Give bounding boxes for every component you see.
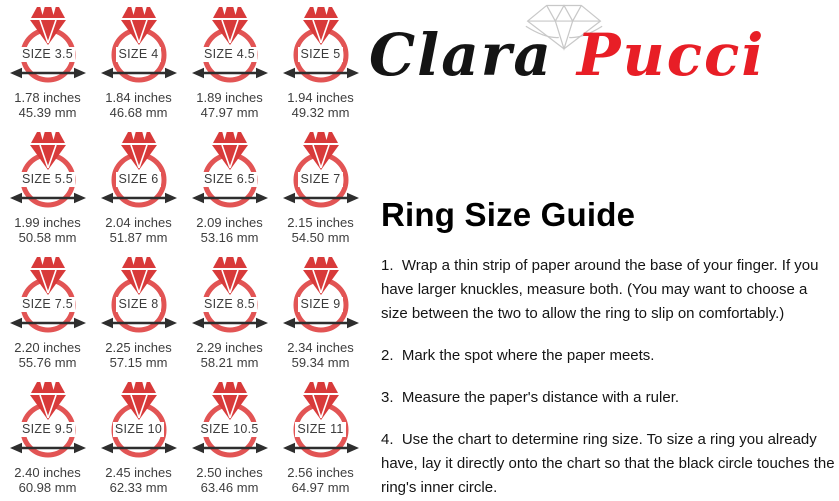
ring-measurements bbox=[105, 465, 172, 496]
ring-diameter-inches: 1.89 inches bbox=[196, 90, 263, 105]
ring-measurements bbox=[105, 340, 172, 371]
width-arrow bbox=[192, 68, 268, 78]
ring-size-label: SIZE 8.5 bbox=[203, 297, 256, 311]
ring-size-label: SIZE 6 bbox=[118, 172, 159, 186]
ring-icon bbox=[185, 3, 275, 85]
ring-diameter-mm: 46.68 mm bbox=[109, 105, 168, 121]
ring-icon bbox=[185, 128, 275, 210]
ring-diameter-inches: 2.04 inches bbox=[105, 215, 172, 230]
ring-icon bbox=[94, 128, 184, 210]
ring-icon bbox=[185, 378, 275, 460]
width-arrow bbox=[10, 68, 86, 78]
ring-size-label-wrap bbox=[2, 170, 93, 188]
ring-size-item bbox=[275, 0, 366, 125]
width-arrow bbox=[101, 68, 177, 78]
ring-size-label: SIZE 5 bbox=[300, 47, 341, 61]
ring-size-item bbox=[275, 250, 366, 375]
ring-size-item bbox=[2, 375, 93, 500]
ring-size-label-wrap bbox=[275, 420, 366, 438]
ring-diamond bbox=[303, 381, 339, 420]
brand-name-clara: Clara bbox=[369, 21, 553, 89]
ring-diamond bbox=[303, 6, 339, 45]
ring-size-label: SIZE 5.5 bbox=[21, 172, 74, 186]
ring-icon bbox=[276, 378, 366, 460]
ring-diameter-mm: 47.97 mm bbox=[200, 105, 259, 121]
ring-icon bbox=[94, 378, 184, 460]
ring-diameter-inches: 1.94 inches bbox=[287, 90, 354, 105]
ring-measurements bbox=[196, 340, 263, 371]
ring-size-item bbox=[93, 375, 184, 500]
ring-diameter-mm: 54.50 mm bbox=[291, 230, 350, 246]
ring-size-label-wrap bbox=[93, 45, 184, 63]
ring-measurements bbox=[287, 90, 354, 121]
ring-diamond bbox=[212, 131, 248, 170]
ring-size-label: SIZE 3.5 bbox=[21, 47, 74, 61]
instruction-step-4: 4. Use the chart to determine ring size. To size a ring you already have, lay it directly onto the chart so that the black circle touches the ring's inner circle. bbox=[381, 431, 835, 496]
ring-measurements bbox=[196, 90, 263, 121]
ring-size-label-wrap bbox=[184, 420, 275, 438]
ring-size-label: SIZE 9.5 bbox=[21, 422, 74, 436]
ring-measurements bbox=[14, 465, 81, 496]
ring-measurements bbox=[196, 465, 263, 496]
brand-name-pucci: Pucci bbox=[576, 21, 766, 89]
ring-measurements bbox=[14, 340, 81, 371]
width-arrow bbox=[283, 443, 359, 453]
ring-measurements bbox=[14, 90, 81, 121]
ring-icon bbox=[276, 253, 366, 335]
ring-diameter-inches: 2.20 inches bbox=[14, 340, 81, 355]
width-arrow bbox=[10, 443, 86, 453]
ring-size-label-wrap bbox=[2, 420, 93, 438]
ring-size-item bbox=[184, 250, 275, 375]
page-title: Ring Size Guide bbox=[381, 196, 636, 233]
ring-size-label-wrap bbox=[275, 295, 366, 313]
ring-size-label: SIZE 10 bbox=[114, 422, 163, 436]
ring-diamond bbox=[212, 6, 248, 45]
ring-diameter-mm: 53.16 mm bbox=[200, 230, 259, 246]
width-arrow bbox=[101, 318, 177, 328]
width-arrow bbox=[283, 318, 359, 328]
ring-icon bbox=[276, 128, 366, 210]
ring-size-item bbox=[275, 125, 366, 250]
ring-icon bbox=[94, 253, 184, 335]
ring-diameter-mm: 59.34 mm bbox=[291, 355, 350, 371]
ring-diameter-mm: 60.98 mm bbox=[18, 480, 77, 496]
ring-size-label: SIZE 8 bbox=[118, 297, 159, 311]
ring-size-item bbox=[93, 250, 184, 375]
ring-diamond bbox=[212, 256, 248, 295]
width-arrow bbox=[283, 68, 359, 78]
ring-icon bbox=[276, 3, 366, 85]
ring-size-label: SIZE 4.5 bbox=[203, 47, 256, 61]
width-arrow bbox=[192, 318, 268, 328]
info-panel bbox=[369, 0, 837, 500]
ring-diamond bbox=[121, 256, 157, 295]
ring-size-item bbox=[93, 0, 184, 125]
instruction-step-3: 3. Measure the paper's distance with a ruler. bbox=[381, 389, 680, 406]
ring-diameter-mm: 55.76 mm bbox=[18, 355, 77, 371]
ring-diamond bbox=[30, 6, 66, 45]
ring-diameter-mm: 62.33 mm bbox=[109, 480, 168, 496]
ring-measurements bbox=[287, 340, 354, 371]
ring-diamond bbox=[212, 381, 248, 420]
width-arrow bbox=[101, 443, 177, 453]
ring-size-label-wrap bbox=[2, 295, 93, 313]
ring-measurements bbox=[196, 215, 263, 246]
ring-size-item bbox=[2, 125, 93, 250]
width-arrow bbox=[10, 318, 86, 328]
ring-size-label-wrap bbox=[93, 420, 184, 438]
width-arrow bbox=[101, 193, 177, 203]
ring-diamond bbox=[30, 256, 66, 295]
ring-diameter-inches: 1.84 inches bbox=[105, 90, 172, 105]
ring-size-item bbox=[2, 0, 93, 125]
ring-icon bbox=[185, 253, 275, 335]
ring-diamond bbox=[121, 131, 157, 170]
ring-size-label: SIZE 10.5 bbox=[200, 422, 259, 436]
ring-diameter-inches: 2.40 inches bbox=[14, 465, 81, 480]
ring-size-item bbox=[184, 0, 275, 125]
ring-size-item bbox=[184, 125, 275, 250]
ring-size-label-wrap bbox=[275, 45, 366, 63]
ring-diameter-inches: 1.99 inches bbox=[14, 215, 81, 230]
ring-diamond bbox=[121, 381, 157, 420]
ring-size-label-wrap bbox=[93, 170, 184, 188]
ring-measurements bbox=[287, 465, 354, 496]
ring-size-item bbox=[184, 375, 275, 500]
ring-size-label: SIZE 6.5 bbox=[203, 172, 256, 186]
ring-size-label-wrap bbox=[2, 45, 93, 63]
ring-size-label-wrap bbox=[184, 295, 275, 313]
ring-diameter-inches: 1.78 inches bbox=[14, 90, 81, 105]
ring-diameter-inches: 2.09 inches bbox=[196, 215, 263, 230]
ring-diameter-mm: 50.58 mm bbox=[18, 230, 77, 246]
width-arrow bbox=[283, 193, 359, 203]
ring-icon bbox=[3, 378, 93, 460]
ring-size-chart bbox=[2, 0, 366, 500]
ring-diameter-mm: 58.21 mm bbox=[200, 355, 259, 371]
ring-diameter-inches: 2.34 inches bbox=[287, 340, 354, 355]
ring-diamond bbox=[303, 256, 339, 295]
ring-size-label: SIZE 11 bbox=[297, 422, 344, 436]
ring-size-label-wrap bbox=[93, 295, 184, 313]
ring-diameter-inches: 2.25 inches bbox=[105, 340, 172, 355]
ring-size-label-wrap bbox=[184, 170, 275, 188]
width-arrow bbox=[192, 443, 268, 453]
brand-wordmark bbox=[369, 21, 766, 89]
ring-icon bbox=[94, 3, 184, 85]
instruction-step-2: 2. Mark the spot where the paper meets. bbox=[381, 347, 655, 364]
ring-diameter-inches: 2.45 inches bbox=[105, 465, 172, 480]
ring-diameter-inches: 2.50 inches bbox=[196, 465, 263, 480]
ring-diameter-mm: 63.46 mm bbox=[200, 480, 259, 496]
ring-diamond bbox=[30, 381, 66, 420]
brand-logo bbox=[369, 0, 837, 104]
instruction-step-1: 1. Wrap a thin strip of paper around the base of your finger. If you have larger knuckles, measure both. (You may want to choose a size between the two to allow the ring to slip on comfortably.) bbox=[381, 257, 819, 322]
ring-diameter-inches: 2.29 inches bbox=[196, 340, 263, 355]
ring-diameter-mm: 49.32 mm bbox=[291, 105, 350, 121]
width-arrow bbox=[192, 193, 268, 203]
ring-diameter-mm: 51.87 mm bbox=[109, 230, 168, 246]
ring-measurements bbox=[105, 215, 172, 246]
ring-size-label: SIZE 4 bbox=[118, 47, 159, 61]
ring-diameter-mm: 57.15 mm bbox=[109, 355, 168, 371]
ring-diameter-mm: 64.97 mm bbox=[291, 480, 350, 496]
ring-size-label-wrap bbox=[275, 170, 366, 188]
ring-size-item bbox=[93, 125, 184, 250]
ring-size-item bbox=[2, 250, 93, 375]
ring-icon bbox=[3, 3, 93, 85]
ring-size-item bbox=[275, 375, 366, 500]
ring-diameter-inches: 2.56 inches bbox=[287, 465, 354, 480]
ring-diameter-mm: 45.39 mm bbox=[18, 105, 77, 121]
ring-measurements bbox=[14, 215, 81, 246]
ring-icon bbox=[3, 128, 93, 210]
ring-diameter-inches: 2.15 inches bbox=[287, 215, 354, 230]
ring-diamond bbox=[30, 131, 66, 170]
ring-diamond bbox=[121, 6, 157, 45]
ring-size-label: SIZE 9 bbox=[300, 297, 341, 311]
width-arrow bbox=[10, 193, 86, 203]
ring-size-label-wrap bbox=[184, 45, 275, 63]
ring-size-label: SIZE 7.5 bbox=[21, 297, 74, 311]
ring-measurements bbox=[287, 215, 354, 246]
ring-diamond bbox=[303, 131, 339, 170]
ring-measurements bbox=[105, 90, 172, 121]
ring-size-label: SIZE 7 bbox=[300, 172, 341, 186]
ring-icon bbox=[3, 253, 93, 335]
